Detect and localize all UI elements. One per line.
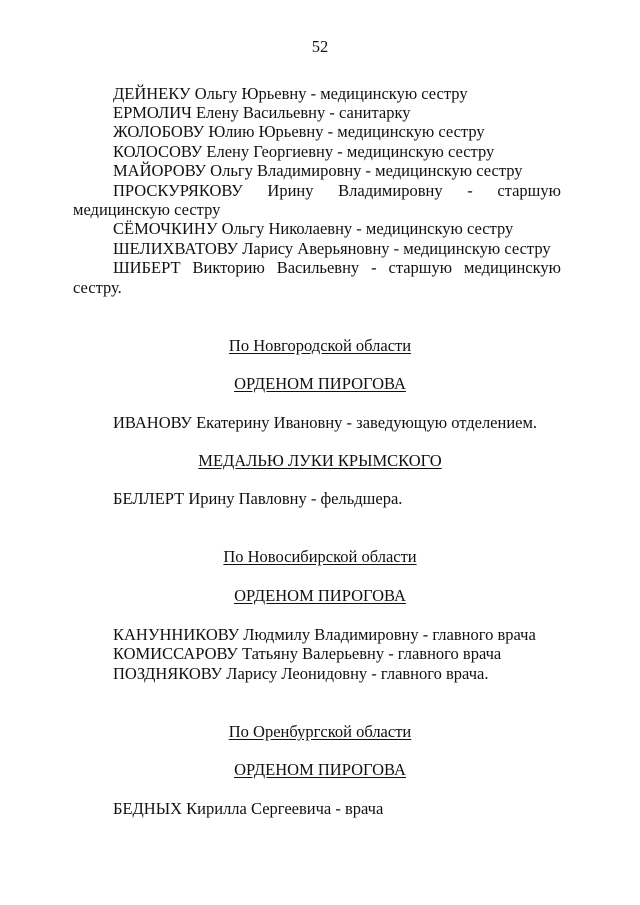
list-item-continuation: медицинскую сестру [73, 200, 221, 219]
word: старшую [388, 258, 453, 277]
word: Владимировну [338, 181, 443, 200]
word: ШИБЕРТ [113, 258, 181, 277]
list-item: ЕРМОЛИЧ Елену Васильевну - санитарку [113, 103, 411, 122]
word: Васильевну [276, 258, 360, 277]
list-item: СЁМОЧКИНУ Ольгу Николаевну - медицинскую сестру [113, 219, 514, 238]
list-item: МАЙОРОВУ Ольгу Владимировну - медицинскую сестру [113, 161, 523, 180]
award-heading: МЕДАЛЬЮ ЛУКИ КРЫМСКОГО [198, 451, 442, 470]
word: Викторию [192, 258, 265, 277]
list-item: ШЕЛИХВАТОВУ Ларису Аверьяновну - медицинскую сестру [113, 239, 551, 258]
region-heading: По Новосибирской области [223, 547, 417, 566]
award-heading: ОРДЕНОМ ПИРОГОВА [234, 374, 406, 393]
list-item-justified [113, 258, 561, 278]
word: старшую [497, 181, 561, 200]
list-item-continuation: сестру. [73, 278, 122, 297]
list-item: ПОЗДНЯКОВУ Ларису Леонидовну - главного врача. [113, 664, 489, 683]
region-heading: По Оренбургской области [228, 722, 412, 741]
list-item: ДЕЙНЕКУ Ольгу Юрьевну - медицинскую сестру [113, 84, 468, 103]
list-item: КОЛОСОВУ Елену Георгиевну - медицинскую сестру [113, 142, 495, 161]
word: Ирину [267, 181, 314, 200]
word: - [371, 258, 377, 277]
page-number: 52 [311, 37, 329, 56]
list-item: ЖОЛОБОВУ Юлию Юрьевну - медицинскую сестру [113, 122, 485, 141]
list-item: КАНУННИКОВУ Людмилу Владимировну - главного врача [113, 625, 536, 644]
word: ПРОСКУРЯКОВУ [113, 181, 243, 200]
list-item-justified [113, 181, 561, 201]
region-heading: По Новгородской области [228, 336, 412, 355]
award-heading: ОРДЕНОМ ПИРОГОВА [234, 760, 406, 779]
award-heading: ОРДЕНОМ ПИРОГОВА [234, 586, 406, 605]
word: медицинскую [464, 258, 561, 277]
word: - [467, 181, 473, 200]
list-item: КОМИССАРОВУ Татьяну Валерьевну - главного врача [113, 644, 502, 663]
list-item: БЕЛЛЕРТ Ирину Павловну - фельдшера. [113, 489, 403, 508]
list-item: БЕДНЫХ Кирилла Сергеевича - врача [113, 799, 384, 818]
list-item: ИВАНОВУ Екатерину Ивановну - заведующую отделением. [113, 413, 538, 432]
